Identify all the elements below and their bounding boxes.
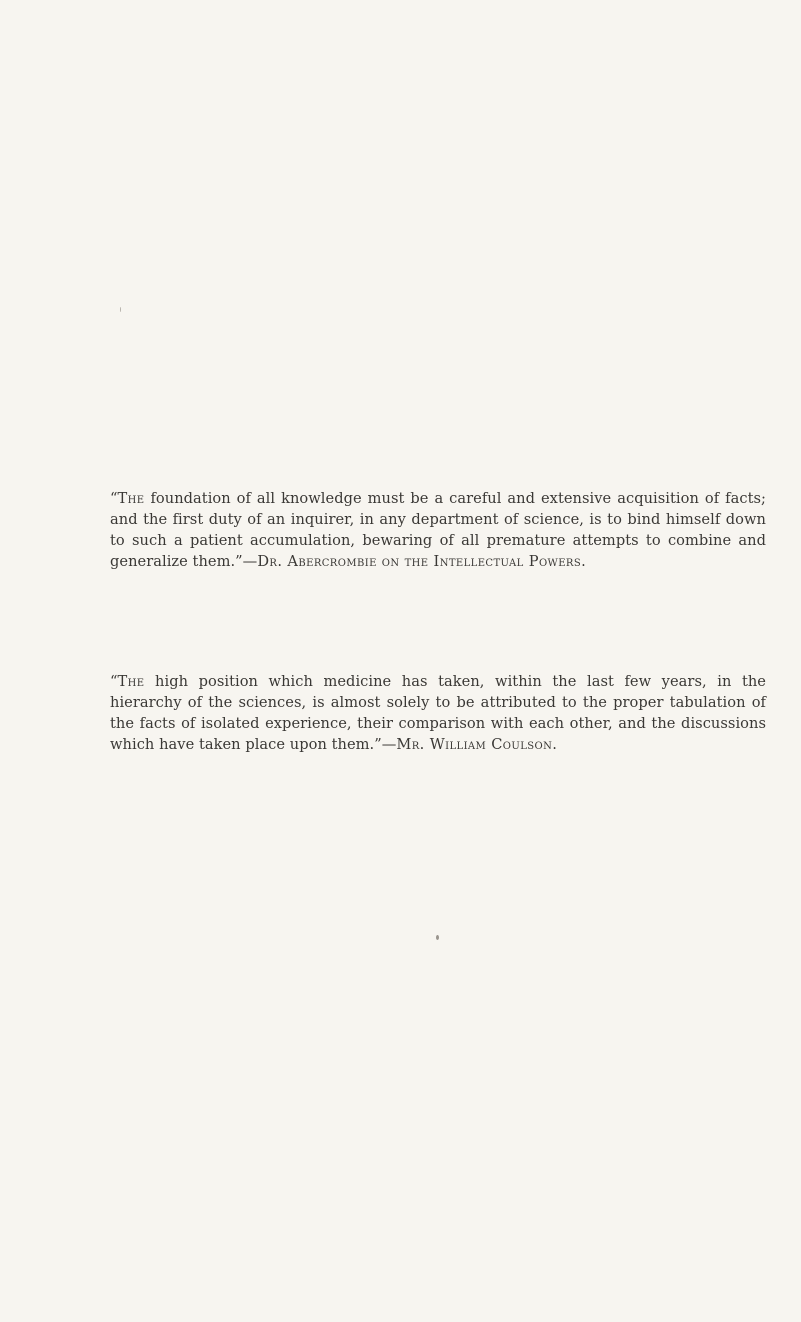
quote-lead-word: The <box>117 673 145 690</box>
quote-body: foundation of all knowledge must be a careful and extensive acquisition of facts; and the first duty of an inquirer, in any department of science, is to bind himself down to such a patient accumulation, bewaring of all premature attempts to combine and generalize them.”— <box>110 490 766 570</box>
quote-attribution: Mr. William Coulson. <box>396 736 558 753</box>
epigraph-quote-abercrombie <box>110 488 766 572</box>
quote-open-mark: “ <box>110 490 118 507</box>
paper-speck <box>436 935 439 940</box>
paper-speck <box>120 307 121 312</box>
quote-open-mark: “ <box>110 673 118 690</box>
epigraph-quote-coulson <box>110 671 766 755</box>
quote-attribution: Dr. Abercrombie on the Intellectual Powers. <box>257 553 587 570</box>
quote-lead-word: The <box>117 490 145 507</box>
quote-body: high position which medicine has taken, within the last few years, in the hierarchy of the sciences, is almost solely to be attributed to the proper tabulation of the facts of isolated experience, their comparison with each other, and the discussions which have taken place upon them.”— <box>110 673 766 753</box>
